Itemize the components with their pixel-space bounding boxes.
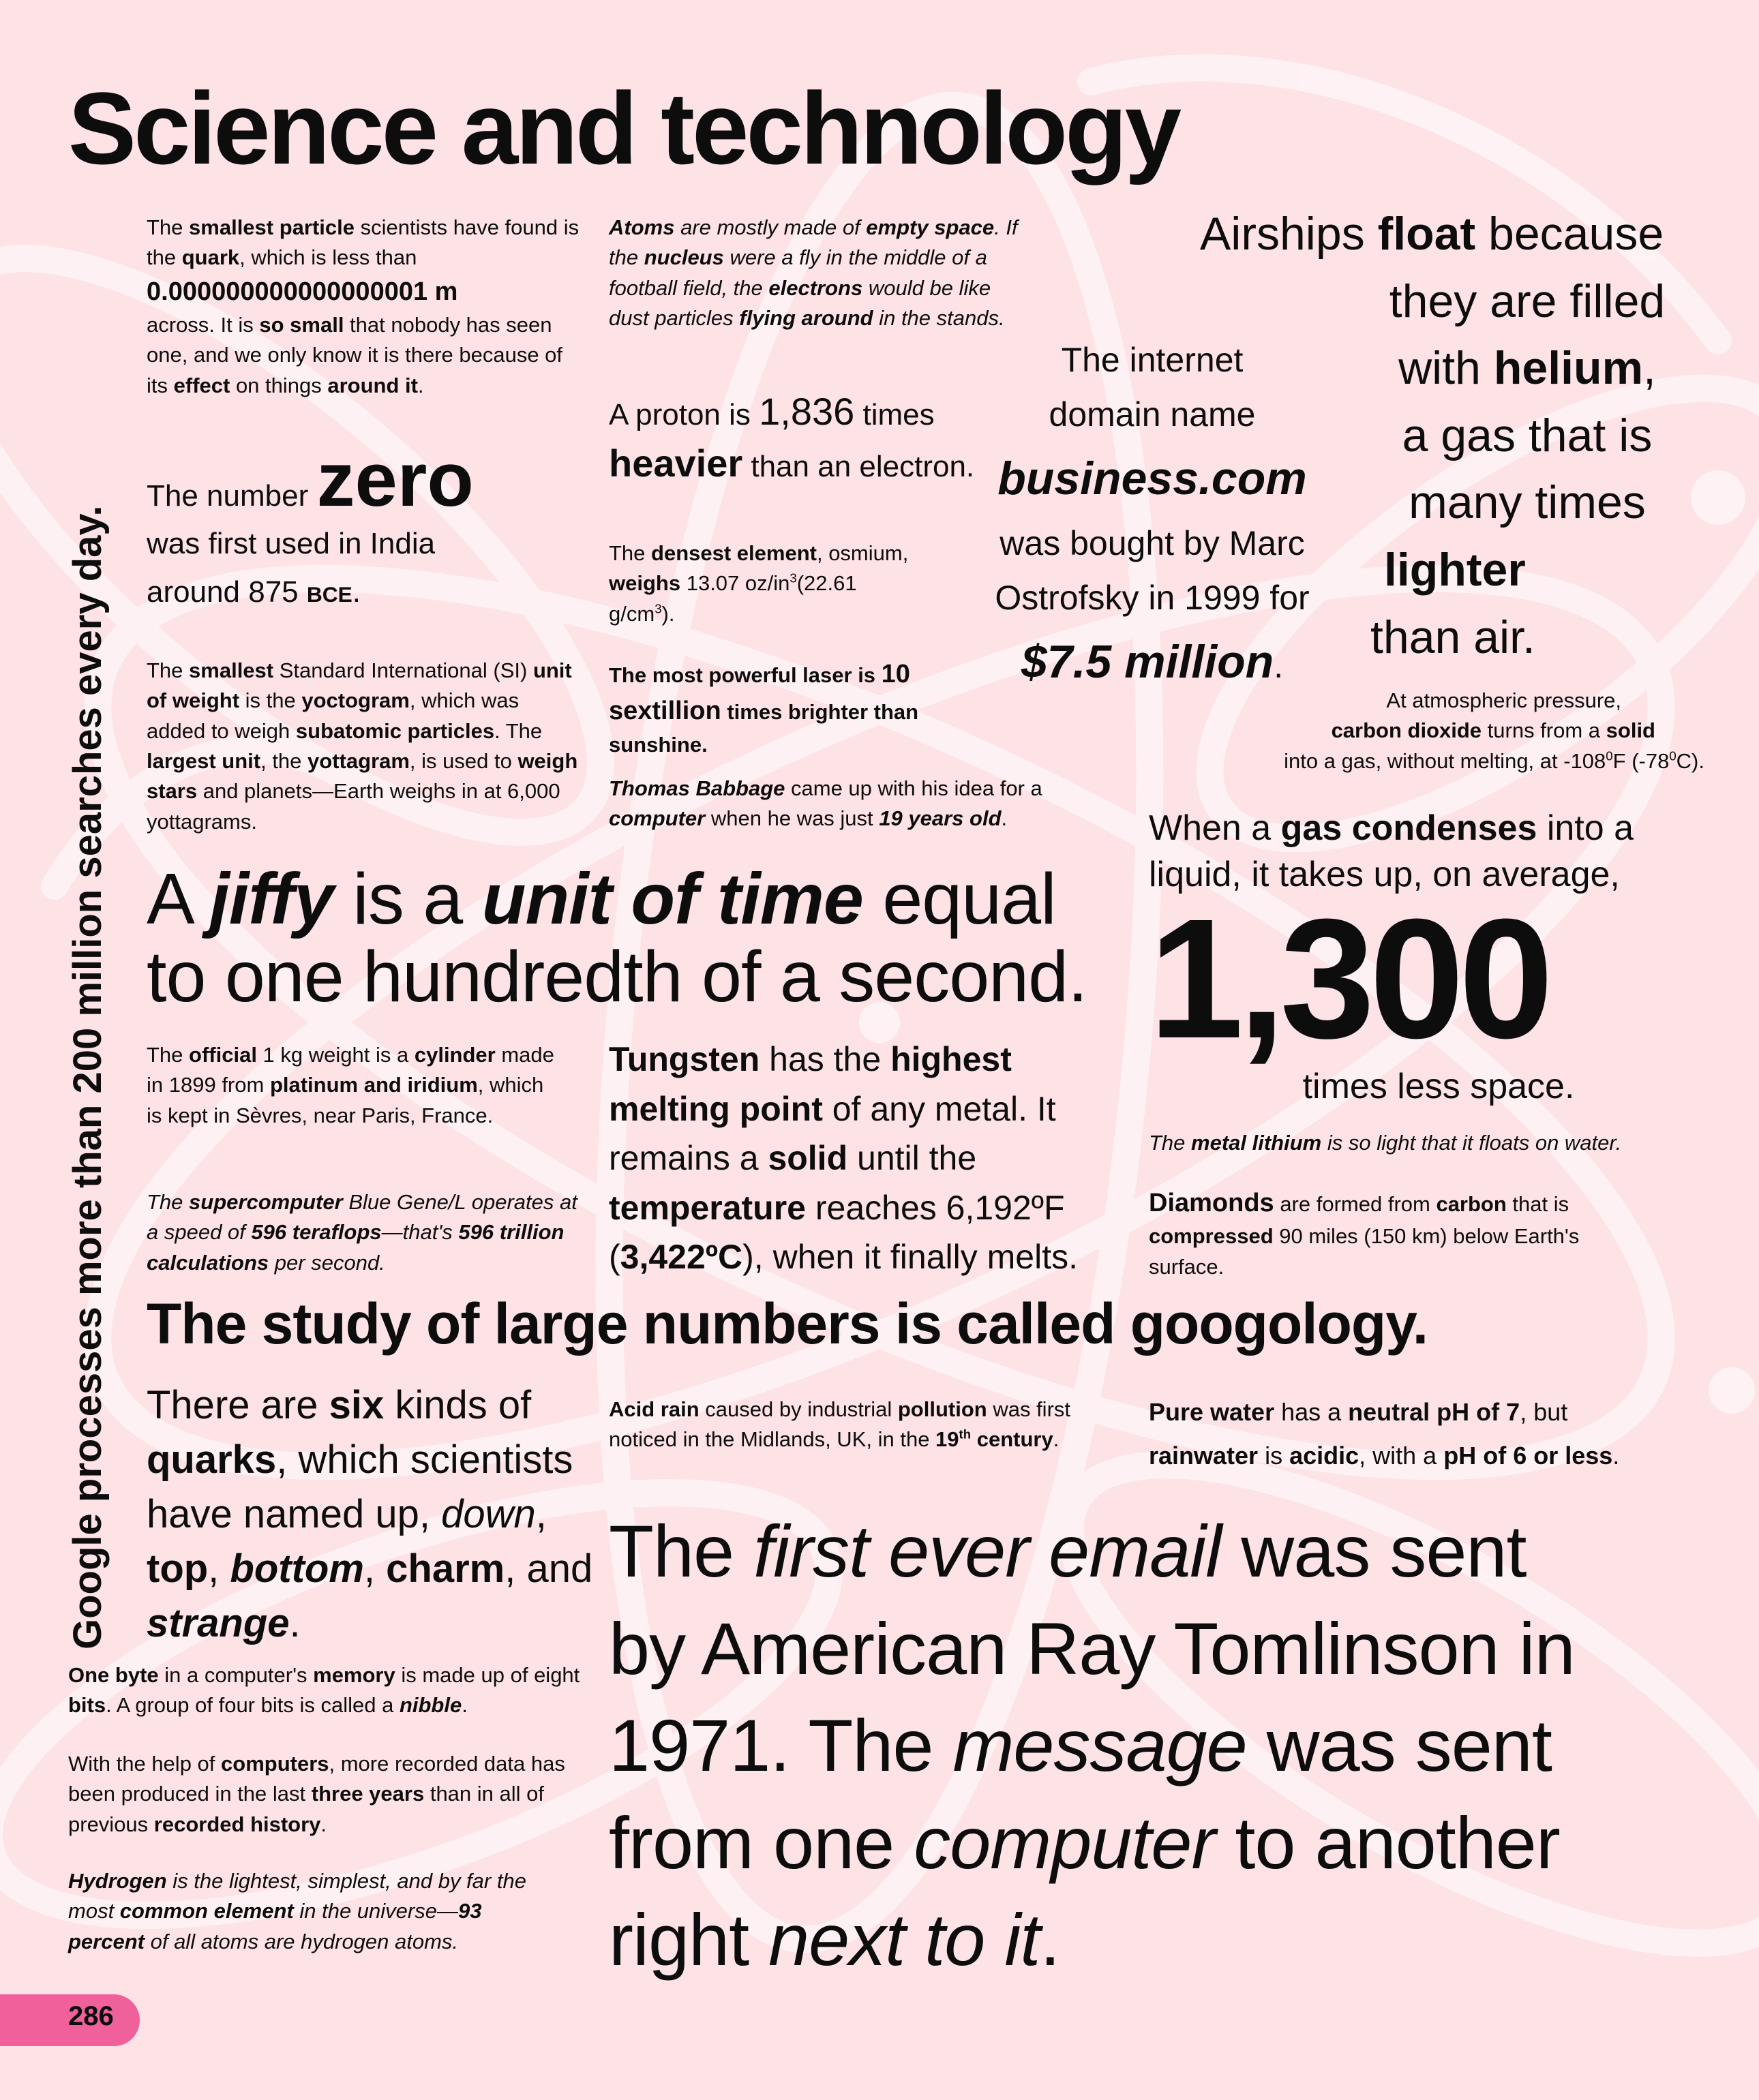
fact-lithium: The metal lithium is so light that it floats on water.: [1149, 1131, 1622, 1155]
fact-ph-water: Pure water has a neutral pH of 7, but rainwater is acidic, with a pH of 6 or less.: [1149, 1398, 1620, 1470]
page-number: 286: [68, 2001, 114, 2031]
fact-hydrogen: Hydrogen is the lightest, simplest, and by far the most common element in the universe—93 percent of all atoms are hydrogen atoms.: [68, 1869, 526, 1953]
fact-kilogram: The official 1 kg weight is a cylinder made in 1899 from platinum and iridium, which is kept in Sèvres, near Paris, France.: [147, 1043, 554, 1127]
fact-supercomputer: The supercomputer Blue Gene/L operates at a speed of 596 teraflops—that's 596 trillion calculations per second.: [147, 1190, 577, 1275]
fact-zero: The number zero was first used in India around 875 BCE.: [147, 437, 474, 609]
fact-airships: Airships float because they are filled with helium, a gas that is many times lighter than air.: [1199, 208, 1666, 663]
fact-tungsten: Tungsten has the highest melting point of any metal. It remains a solid until the temperature reaches 6,192ºF (3,422ºC), when it finally melts.: [609, 1040, 1078, 1276]
fact-recorded-data: With the help of computers, more recorded data has been produced in the last three years than in all of previous recorded history.: [68, 1752, 565, 1836]
fact-carbon-dioxide: At atmospheric pressure, carbon dioxide turns from a solid into a gas, without melting, at $-108^0F$ $(-78^0C)$.: [1284, 688, 1704, 773]
fact-gas-condenses: When a gas condenses into a liquid, it takes up, on average, 1,300 times less space.: [1149, 806, 1708, 1110]
side-fact-google-searches: Google processes more than 200 million searches every day.: [65, 505, 110, 1649]
fact-atoms-empty-space: Atoms are mostly made of empty space. If the nucleus were a fly in the middle of a football field, the electrons would be like dust particles flying around in the stands.: [609, 215, 1018, 330]
fact-six-quarks: There are six kinds of quarks, which scientists have named up, down, top, bottom, charm, and strange.: [147, 1383, 593, 1646]
zero-word: zero: [316, 437, 474, 522]
fact-byte: One byte in a computer's memory is made up of eight bits. A group of four bits is called a nibble.: [68, 1663, 580, 1718]
quark-size-number: 0.000000000000000001 m: [147, 277, 458, 306]
fact-first-email: The first ever email was sent by American Ray Tomlinson in 1971. The message was sent from one computer to another right next to it.: [609, 1510, 1575, 1981]
page-title: Science and technology: [68, 71, 1179, 185]
fact-osmium: The densest element, osmium, weighs 13.07 $oz/in^3(22.61$ $g/cm^3$).: [609, 541, 909, 626]
fact-laser: The most powerful laser is 10 sextillion times brighter than sunshine.: [609, 660, 919, 757]
fact-diamonds: Diamonds are formed from carbon that is compressed 90 miles (150 km) below Earth's surface.: [1149, 1189, 1580, 1279]
fact-acid-rain: Acid rain caused by industrial pollution was first noticed in the Midlands, UK, in the 19th century.: [609, 1397, 1071, 1452]
fact-jiffy: A jiffy is a unit of time equal to one hundredth of a second.: [147, 859, 1087, 1018]
condense-big-number: 1,300: [1149, 883, 1548, 1074]
fact-yoctogram: The smallest Standard International (SI) unit of weight is the yoctogram, which was added to weigh subatomic particles. The largest unit, the yottagram, is used to weigh stars and planets—Earth weighs in at 6,000 yottagrams.: [147, 658, 578, 834]
fact-proton: A proton is 1,836 times heavier than an electron.: [609, 390, 975, 485]
fact-business-domain: The internet domain name business.com was bought by Marc Ostrofsky in 1999 for $7.5 million.: [995, 341, 1310, 688]
fact-babbage: Thomas Babbage came up with his idea for a computer when he was just 19 years old.: [609, 776, 1042, 831]
fact-quark-size: The smallest particle scientists have found is the quark, which is less than 0.000000000000000001 m across. It is so small that nobody has seen one, and we only know it is there because of its effect on things around it.: [147, 215, 580, 397]
fact-googology: The study of large numbers is called googology.: [147, 1292, 1428, 1356]
